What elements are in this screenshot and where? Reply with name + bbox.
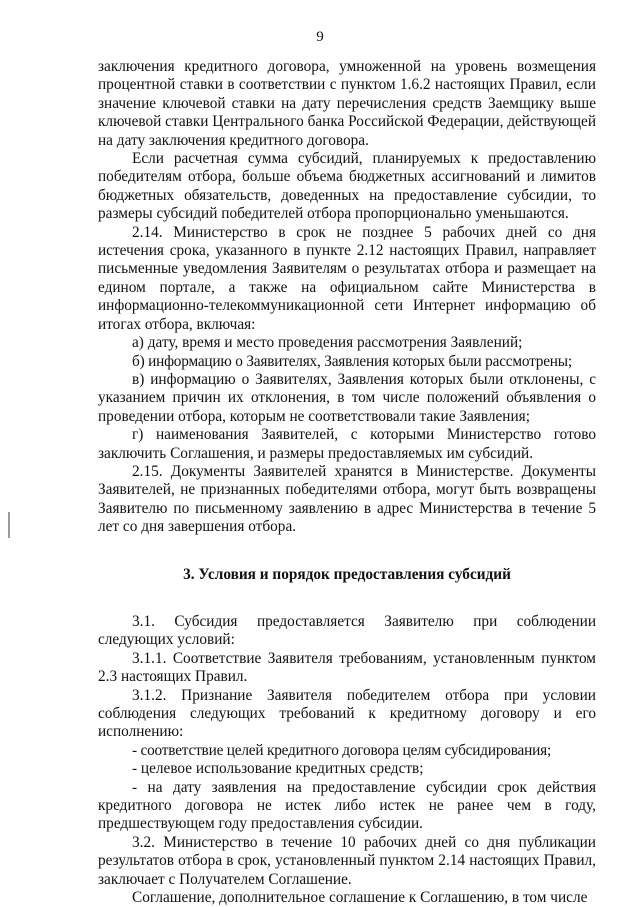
paragraph-3-1-2: 3.1.2. Признание Заявителя победителем отбора при условии соблюдения следующих требований к кредитному договору и его исполнению: bbox=[98, 686, 596, 741]
dash-item: - соответствие целей кредитного договора целям субсидирования; bbox=[132, 741, 551, 759]
paragraph: заключения кредитного договора, умноженной на уровень возмещения процентной ставки в соответствии с пунктом 1.6.2 настоящих Правил, если значение ключевой ставки на дату перечисления средств Заемщику выше ключевой ставки Центрального банка Российской Федерации, действующей на дату заключения кредитного договора. bbox=[98, 58, 596, 149]
paragraph-3-1-1: 3.1.1. Соответствие Заявителя требованиям, установленным пунктом 2.3 настоящих Правил. bbox=[98, 649, 596, 686]
paragraph-3-1: 3.1. Субсидия предоставляется Заявителю при соблюдении следующих условий: bbox=[98, 612, 596, 649]
paragraph-2-15: 2.15. Документы Заявителей хранятся в Министерстве. Документы Заявителей, не признанных победителями отбора, могут быть возвращены Заявителю по письменному заявлению в адрес Министерства в течение 5 лет со дня завершения отбора. bbox=[98, 462, 596, 536]
paragraph: Если расчетная сумма субсидий, планируемых к предоставлению победителям отбора, больше объема бюджетных ассигнований и лимитов бюджетных обязательств, доведенных на предоставление субсидии, то размеры субсидий победителей отбора пропорционально уменьшаются. bbox=[98, 150, 596, 223]
list-item-v: в) информацию о Заявителях, Заявления которых были отклонены, с указанием причин их отклонения, в том числе положений объявления о проведении отбора, которым не соответствовали такие Заявления; bbox=[98, 370, 596, 425]
list-item-g: г) наименования Заявителей, с которыми Министерство готово заключить Соглашения, и размеры предоставляемых им субсидий. bbox=[98, 426, 596, 462]
document-body bbox=[98, 58, 596, 907]
paragraph: Соглашение, дополнительное соглашение к Соглашению, в том числе bbox=[132, 889, 588, 907]
dash-item: - на дату заявления на предоставление субсидии срок действия кредитного договора не истек либо истек не ранее чем в году, предшествующем году предоставления субсидии. bbox=[98, 778, 596, 833]
list-item-a: а) дату, время и место проведения рассмотрения Заявлений; bbox=[132, 334, 523, 352]
section-heading: 3. Условия и порядок предоставления субсидий bbox=[183, 565, 511, 583]
dash-item: - целевое использование кредитных средств; bbox=[132, 760, 424, 778]
paragraph-2-14: 2.14. Министерство в срок не позднее 5 рабочих дней со дня истечения срока, указанного в пункте 2.12 настоящих Правил, направляет письменные уведомления Заявителям о результатах отбора и размещает на едином портале, а также на официальном сайте Министерства в информационно-телекоммуникационной сети Интернет информацию об итогах отбора, включая: bbox=[98, 223, 596, 333]
page-number: 9 bbox=[316, 29, 324, 45]
list-item-b: б) информацию о Заявителях, Заявления которых были рассмотрены; bbox=[132, 352, 572, 370]
paragraph-3-2: 3.2. Министерство в течение 10 рабочих дней со дня публикации результатов отбора в срок, установленный пунктом 2.14 настоящих Правил, заключает с Получателем Соглашение. bbox=[98, 833, 596, 888]
scan-margin-mark bbox=[8, 512, 10, 538]
